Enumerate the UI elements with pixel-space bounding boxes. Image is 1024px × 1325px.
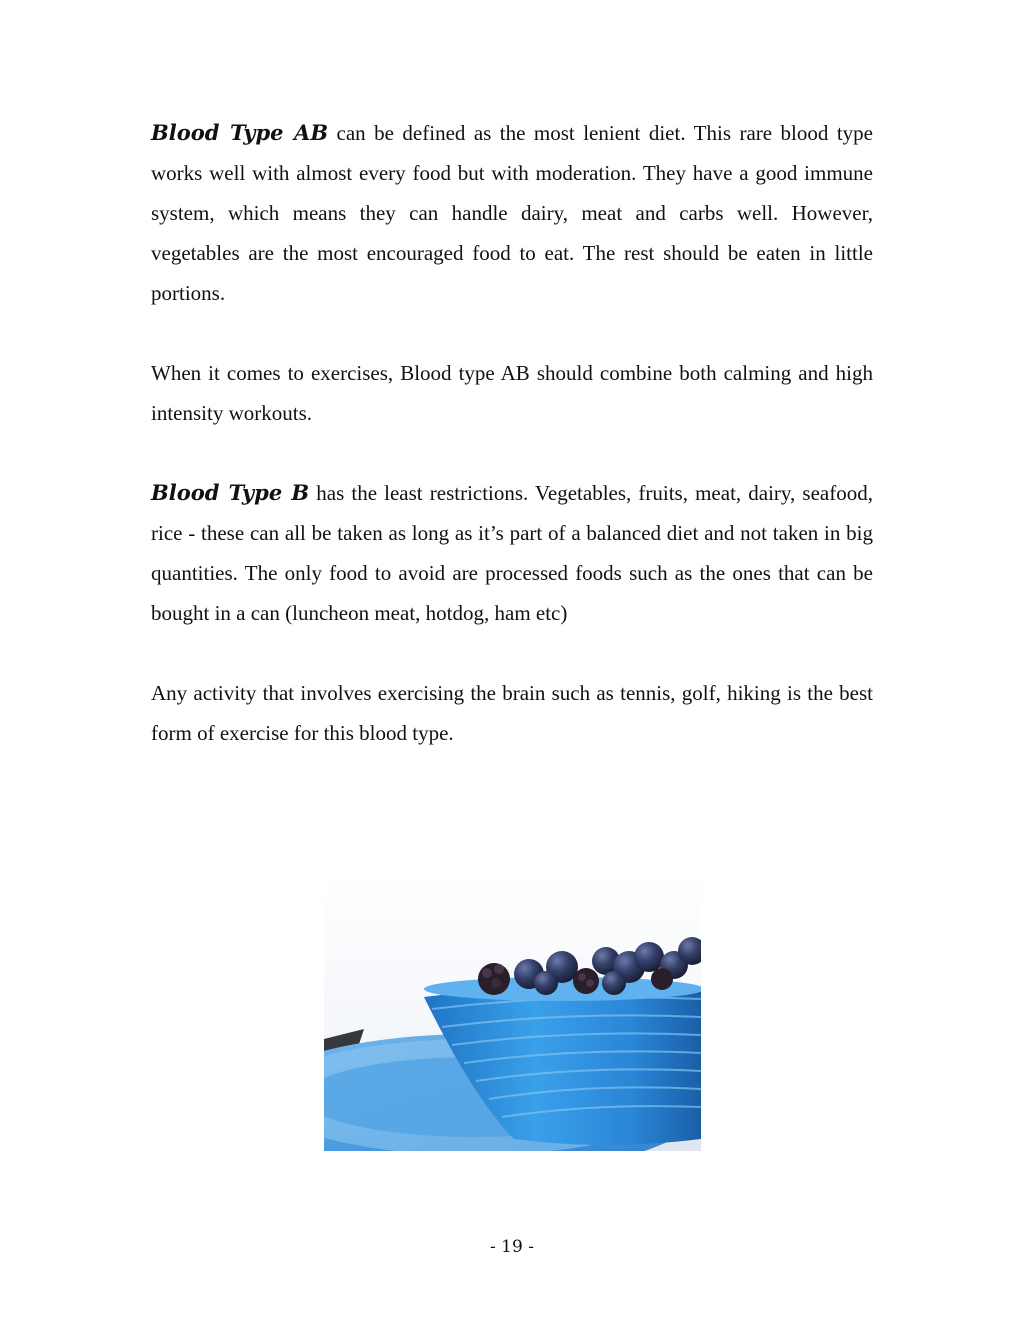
paragraph-text: has the least restrictions. Vegetables, fruits, meat, dairy, seafood, rice - these can all be taken as long as it’s part of a balanced diet and not taken in big quantities. The only food to avoid are processed foods such as the ones that can be bought in a can (luncheon meat, hotdog, ham etc) bbox=[151, 481, 873, 625]
paragraph-blood-type-ab bbox=[151, 113, 873, 313]
blueberry-bowl-icon bbox=[324, 869, 701, 1151]
lead-blood-type-ab: Blood Type AB bbox=[151, 120, 329, 145]
blueberry-bowl-image bbox=[324, 869, 701, 1151]
paragraph-text: can be defined as the most lenient diet. This rare blood type works well with almost every food but with moderation. They have a good immune system, which means they can handle dairy, meat and carbs well. However, vegetables are the most encouraged food to eat. The rest should be eaten in little portions. bbox=[151, 121, 873, 305]
paragraph-blood-type-b bbox=[151, 473, 873, 633]
paragraph-text: When it comes to exercises, Blood type AB should combine both calming and high intensity workouts. bbox=[151, 361, 873, 425]
page-body bbox=[151, 113, 873, 753]
paragraph-exercise-ab bbox=[151, 353, 873, 433]
lead-blood-type-b: Blood Type B bbox=[151, 480, 310, 505]
paragraph-text: Any activity that involves exercising the brain such as tennis, golf, hiking is the best form of exercise for this blood type. bbox=[151, 681, 873, 745]
page-number: - 19 - bbox=[490, 1237, 534, 1257]
paragraph-exercise-b bbox=[151, 673, 873, 753]
